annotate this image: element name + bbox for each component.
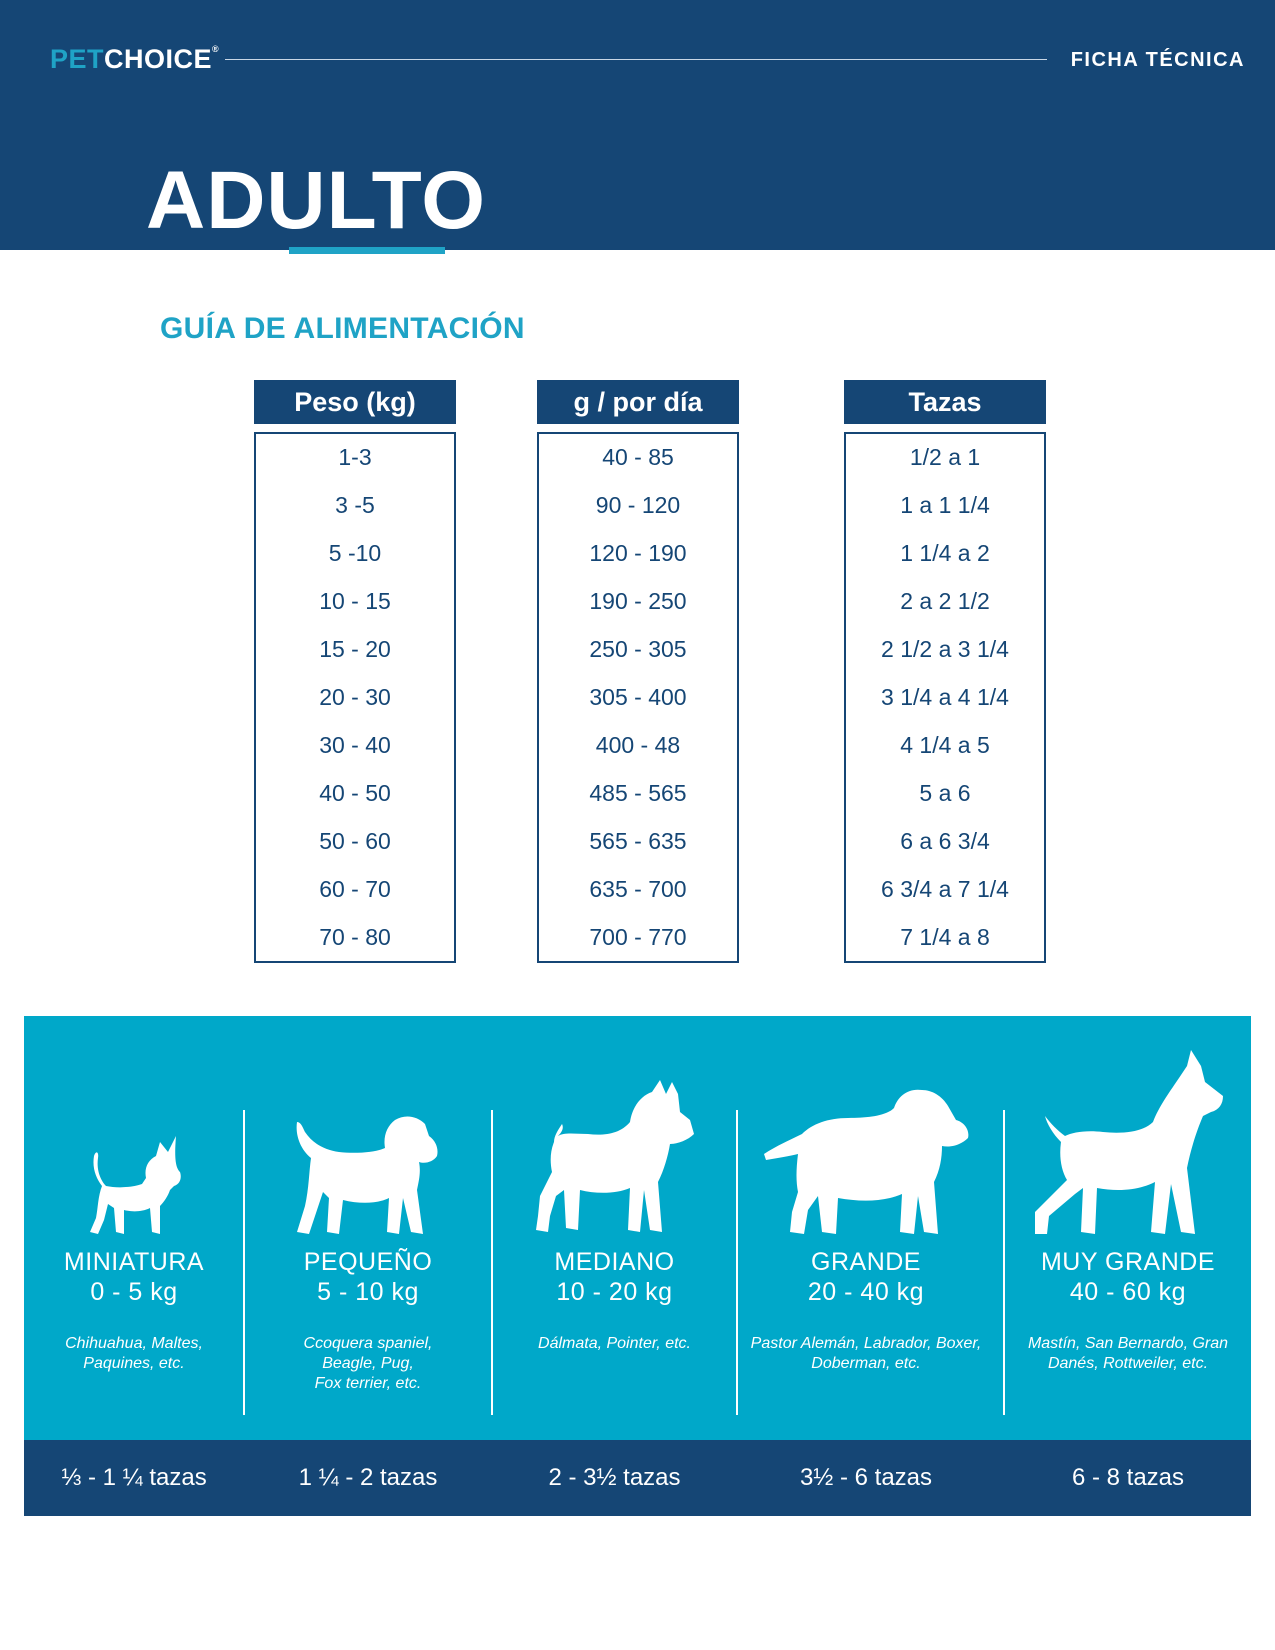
- page-title: ADULTO: [146, 155, 487, 246]
- weight-cell: 10 - 15: [319, 588, 391, 614]
- weight-cell: 20 - 30: [319, 684, 391, 710]
- cups-cell: 1 a 1 1/4: [900, 492, 990, 518]
- weight-cell: 40 - 50: [319, 780, 391, 806]
- size-weight-range: 0 - 5 kg: [90, 1278, 178, 1306]
- weight-cell: 3 -5: [335, 492, 375, 518]
- size-breeds-line: Ccoquera spaniel,: [303, 1335, 433, 1352]
- cups-column: [844, 380, 1046, 963]
- size-breeds: [1005, 1334, 1251, 1374]
- cups-summary-miniatura: ⅓ - 1 ¼ tazas: [61, 1464, 207, 1491]
- size-weight-range: 10 - 20 kg: [556, 1278, 673, 1306]
- section-title: GUÍA DE ALIMENTACIÓN: [160, 312, 525, 345]
- grams-cell: 485 - 565: [589, 780, 687, 806]
- weight-column: [254, 380, 456, 963]
- size-category-pequeno: [245, 1016, 491, 1440]
- grams-cell: 190 - 250: [589, 588, 687, 614]
- cups-summary-grande: 3½ - 6 tazas: [799, 1464, 933, 1491]
- doberman-icon: [1031, 1048, 1225, 1240]
- boxer-icon: [534, 1078, 696, 1238]
- cups-cell: 4 1/4 a 5: [900, 732, 990, 758]
- cups-cell: 1/2 a 1: [909, 444, 981, 470]
- header-divider: [225, 59, 1047, 60]
- weight-column-header: Peso (kg): [254, 380, 456, 424]
- size-breeds-line: Fox terrier, etc.: [314, 1375, 422, 1392]
- size-category-miniatura: [24, 1016, 244, 1440]
- cups-cell: 6 a 6 3/4: [900, 828, 990, 854]
- weight-cell: 50 - 60: [319, 828, 391, 854]
- document-type: FICHA TÉCNICA: [1070, 49, 1245, 71]
- grams-cell: 250 - 305: [589, 636, 687, 662]
- size-breeds-line: Mastín, San Bernardo, Gran: [1027, 1335, 1229, 1352]
- weight-column-body: [254, 432, 456, 963]
- size-categories-band: [24, 1016, 1251, 1440]
- brand-logo-pet: PET: [50, 44, 105, 74]
- size-breeds-line: Beagle, Pug,: [322, 1355, 414, 1372]
- registered-mark: ®: [212, 44, 220, 54]
- size-breeds: [738, 1334, 994, 1374]
- grams-cell: 400 - 48: [595, 732, 681, 758]
- size-name: MUY GRANDE: [1040, 1248, 1215, 1276]
- size-weight-range: 5 - 10 kg: [317, 1278, 419, 1306]
- chihuahua-icon: [84, 1134, 184, 1238]
- labrador-icon: [762, 1086, 970, 1238]
- size-breeds-line: Dálmata, Pointer, etc.: [538, 1335, 691, 1352]
- size-name: GRANDE: [811, 1248, 921, 1276]
- size-breeds: [493, 1334, 736, 1354]
- cups-column-header: Tazas: [844, 380, 1046, 424]
- size-breeds-line: Paquines, etc.: [83, 1355, 185, 1372]
- size-breeds: [245, 1334, 491, 1394]
- weight-cell: 70 - 80: [319, 924, 391, 950]
- size-category-mediano: [493, 1016, 736, 1440]
- cups-summary-muy-grande: 6 - 8 tazas: [1071, 1464, 1185, 1491]
- cups-cell: 3 1/4 a 4 1/4: [881, 684, 1009, 710]
- cups-summary-pequeno: 1 ¼ - 2 tazas: [298, 1464, 438, 1491]
- size-weight-range: 40 - 60 kg: [1069, 1278, 1187, 1306]
- size-breeds: [24, 1334, 244, 1374]
- cups-cell: 5 a 6: [919, 780, 971, 806]
- cups-column-body: [844, 432, 1046, 963]
- grams-cell: 305 - 400: [589, 684, 687, 710]
- brand-logo-choice: CHOICE: [104, 44, 213, 74]
- size-category-muy-grande: [1005, 1016, 1251, 1440]
- size-category-grande: [738, 1016, 994, 1440]
- size-name: MEDIANO: [554, 1248, 675, 1276]
- cups-cell: 1 1/4 a 2: [900, 540, 990, 566]
- beagle-icon: [293, 1114, 443, 1238]
- grams-cell: 90 - 120: [595, 492, 681, 518]
- grams-cell: 40 - 85: [602, 444, 674, 470]
- grams-column-body: [537, 432, 739, 963]
- size-weight-range: 20 - 40 kg: [807, 1278, 925, 1306]
- grams-column: [537, 380, 739, 963]
- cups-cell: 6 3/4 a 7 1/4: [881, 876, 1009, 902]
- size-name: PEQUEÑO: [303, 1248, 433, 1276]
- weight-cell: 60 - 70: [319, 876, 391, 902]
- cups-cell: 2 1/2 a 3 1/4: [881, 636, 1009, 662]
- weight-cell: 5 -10: [328, 540, 382, 566]
- grams-column-header: g / por día: [537, 380, 739, 424]
- grams-cell: 700 - 770: [589, 924, 687, 950]
- size-name: MINIATURA: [63, 1248, 205, 1276]
- weight-cell: 15 - 20: [319, 636, 391, 662]
- weight-cell: 30 - 40: [319, 732, 391, 758]
- header-banner: [0, 0, 1275, 250]
- title-underline: [289, 247, 445, 254]
- size-breeds-line: Doberman, etc.: [811, 1355, 921, 1372]
- cups-cell: 7 1/4 a 8: [900, 924, 990, 950]
- weight-cell: 1-3: [338, 444, 372, 470]
- size-breeds-line: Pastor Alemán, Labrador, Boxer,: [750, 1335, 982, 1352]
- grams-cell: 565 - 635: [589, 828, 687, 854]
- size-breeds-line: Chihuahua, Maltes,: [65, 1335, 203, 1352]
- grams-cell: 635 - 700: [589, 876, 687, 902]
- grams-cell: 120 - 190: [589, 540, 687, 566]
- size-breeds-line: Danés, Rottweiler, etc.: [1047, 1355, 1209, 1372]
- cups-summary-mediano: 2 - 3½ tazas: [548, 1464, 681, 1491]
- brand-logo: [50, 44, 219, 75]
- cups-cell: 2 a 2 1/2: [900, 588, 990, 614]
- cups-summary-bar: [24, 1440, 1251, 1516]
